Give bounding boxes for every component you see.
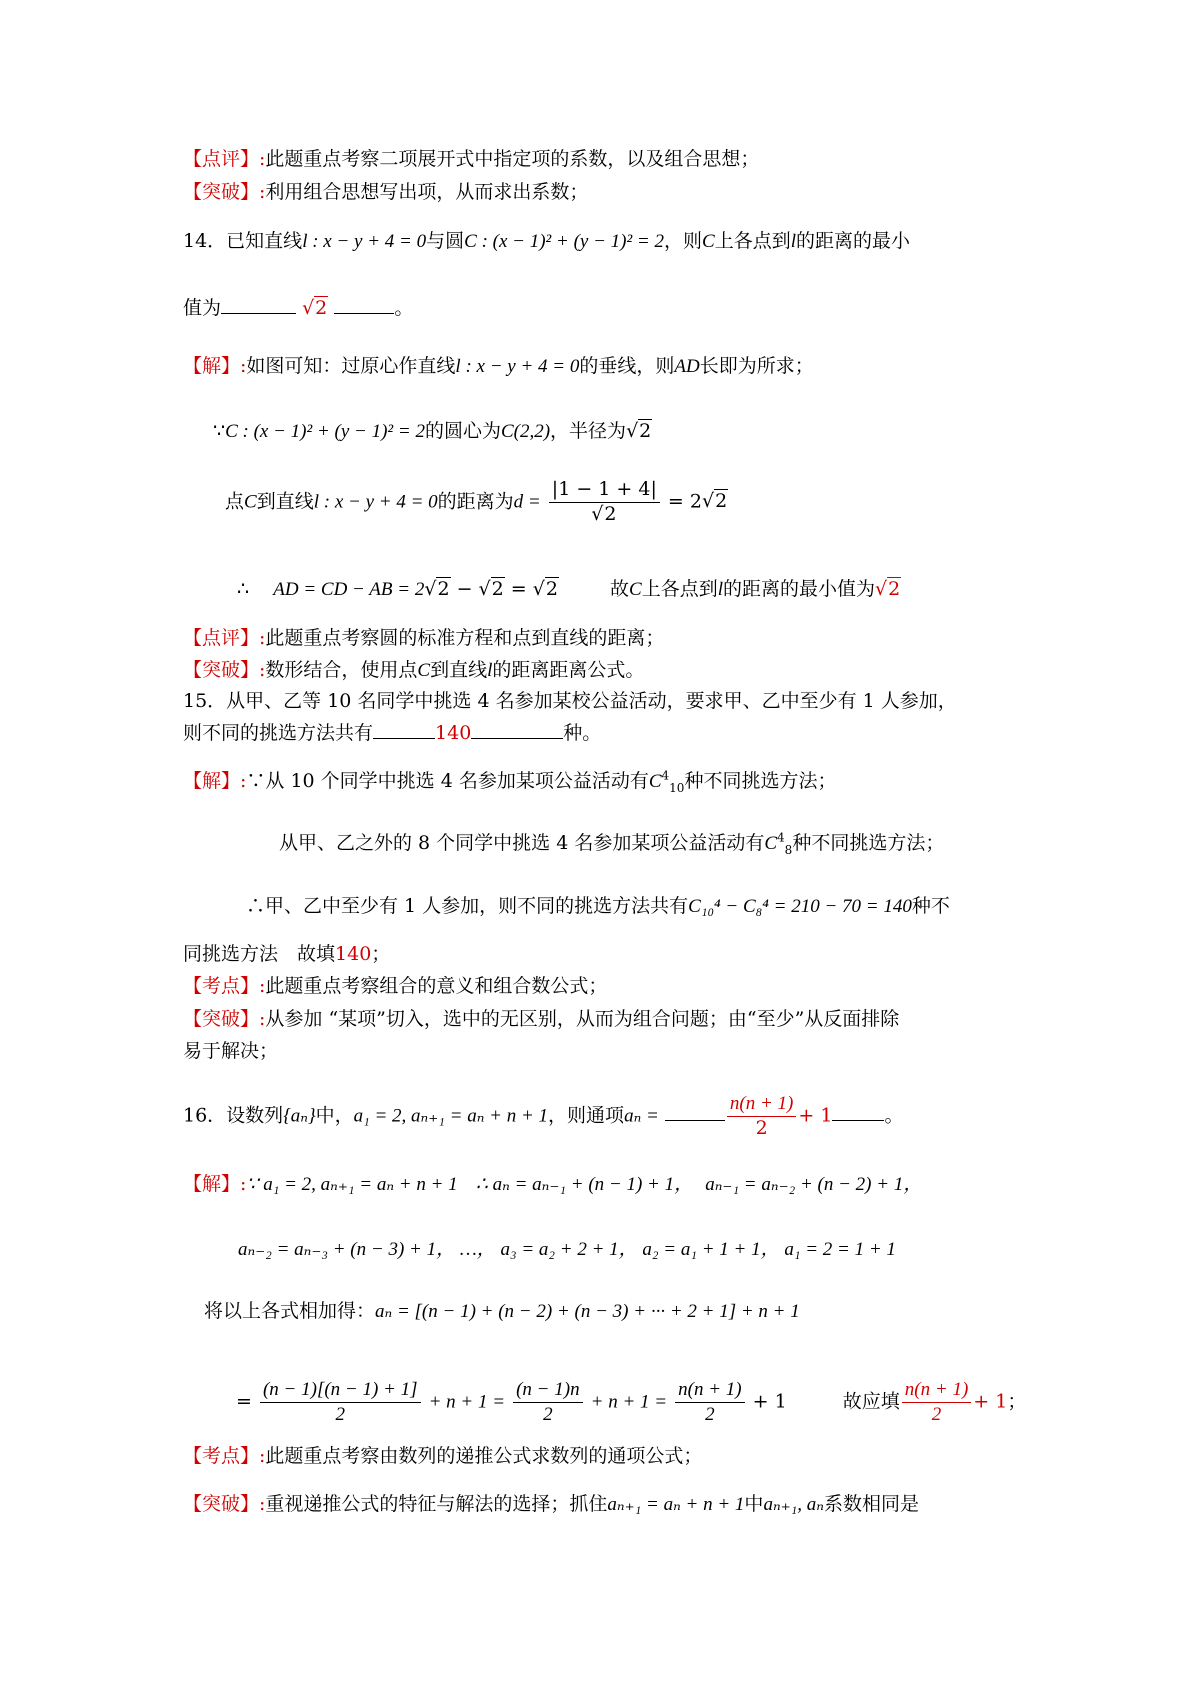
- problem-15-statement: 15．从甲、乙等 10 名同学中挑选 4 名参加某校公益活动，要求甲、乙中至少有 1 人参加，: [183, 690, 957, 712]
- tag-tupo: 【突破】:: [183, 181, 266, 203]
- solution-16-line-1: 【解】:∵ a₁ = 2, aₙ₊₁ = aₙ + n + 1 ∴ aₙ = aₙ₋₁ + (n − 1) + 1， aₙ₋₁ = aₙ₋₂ + (n − 2) + 1，: [183, 1173, 923, 1195]
- problem-14-answer-line: 值为 √2 。: [183, 297, 414, 319]
- solution-14-line-4: ∴ AD = CD − AB = 2√2 − √2 = √2 故C上各点到l的距离的最小值为√2: [237, 578, 901, 600]
- solution-15-line-4: 同挑选方法 故填140；: [183, 943, 391, 965]
- solution-16-line-3: 将以上各式相加得：aₙ = [(n − 1) + (n − 2) + (n − 3) + ··· + 2 + 1] + n + 1: [204, 1300, 800, 1322]
- answer-blank: [221, 312, 296, 314]
- breakthrough-15: 【突破】:从参加 “某项”切入，选中的无区别，从而为组合问题；由“至少”从反面排除: [183, 1008, 900, 1030]
- breakthrough-15-cont: 易于解决；: [183, 1040, 279, 1062]
- solution-15-line-2: 从甲、乙之外的 8 个同学中挑选 4 名参加某项公益活动有$C^4_8$种不同挑选方法；: [279, 830, 945, 857]
- solution-16-answer: $\frac{n(n + 1)}{2}$: [902, 1378, 971, 1427]
- problem-16-answer: $\frac{n(n + 1)}{2}$: [727, 1092, 796, 1141]
- distance-fraction: $\frac{|1 - 1 + 4|}{√2}$: [549, 478, 660, 527]
- problem-14-statement: 14．已知直线l : x − y + 4 = 0与圆C : (x − 1)² + (y − 1)² = 2，则C上各点到l的距离的最小: [183, 230, 911, 252]
- solution-16-line-4: = $\frac{(n - 1)[(n - 1) + 1]}{2}$ + n + 1 = $\frac{(n - 1)n}{2}$ + n + 1 = $\frac{n(n + 1)}{2}$ + 1 故应填 $\frac{n(n + 1)}{2}$ + 1；: [236, 1379, 1027, 1425]
- problem-15-answer-line: 则不同的挑选方法共有 140 种。: [183, 722, 602, 744]
- solution-14-line-1: 【解】:如图可知：过原心作直线l : x − y + 4 = 0的垂线，则AD长即为所求；: [183, 355, 814, 377]
- answer-blank: [334, 312, 394, 314]
- key-point-15: 【考点】:此题重点考察组合的意义和组合数公式；: [183, 975, 608, 997]
- problem-15-answer: 140: [435, 722, 472, 744]
- tag-dianping: 【点评】:: [183, 148, 266, 170]
- comment-14: 【点评】:此题重点考察圆的标准方程和点到直线的距离；: [183, 627, 665, 649]
- breakthrough-14: 【突破】:数形结合，使用点C到直线l的距离距离公式。: [183, 659, 645, 681]
- solution-15-line-3: ∴甲、乙中至少有 1 人参加，则不同的挑选方法共有C₁₀⁴ − C₈⁴ = 210 − 70 = 140种不: [246, 895, 950, 917]
- problem-16-statement: 16．设数列{aₙ}中，a₁ = 2, aₙ₊₁ = aₙ + n + 1，则通项aₙ = $\frac{n(n + 1)}{2}$ + 1 。: [183, 1093, 904, 1139]
- solution-14-line-2: ∵C : (x − 1)² + (y − 1)² = 2的圆心为C(2,2)，半径为√2: [213, 420, 652, 442]
- key-point-16: 【考点】:此题重点考察由数列的递推公式求数列的通项公式；: [183, 1445, 703, 1467]
- breakthrough-16: 【突破】:重视递推公式的特征与解法的选择；抓住aₙ₊₁ = aₙ + n + 1中aₙ₊₁, aₙ系数相同是: [183, 1493, 919, 1515]
- solution-16-line-2: aₙ₋₂ = aₙ₋₃ + (n − 3) + 1， …， a₃ = a₂ + 2 + 1， a₂ = a₁ + 1 + 1， a₁ = 2 = 1 + 1: [238, 1239, 896, 1260]
- solution-14-line-3: 点C到直线l : x − y + 4 = 0的距离为d = $\frac{|1 - 1 + 4|}{√2}$ = 2√2: [225, 478, 728, 525]
- solution-15-line-1: 【解】:∵从 10 个同学中挑选 4 名参加某项公益活动有$C^4_{10}$种不同挑选方法；: [183, 768, 837, 795]
- comment-line-1: 【点评】:此题重点考察二项展开式中指定项的系数，以及组合思想；: [183, 148, 760, 170]
- solution-14-answer: √2: [875, 578, 901, 600]
- problem-14-answer: √2: [302, 297, 328, 319]
- breakthrough-line-1: 【突破】:利用组合思想写出项，从而求出系数；: [183, 181, 589, 203]
